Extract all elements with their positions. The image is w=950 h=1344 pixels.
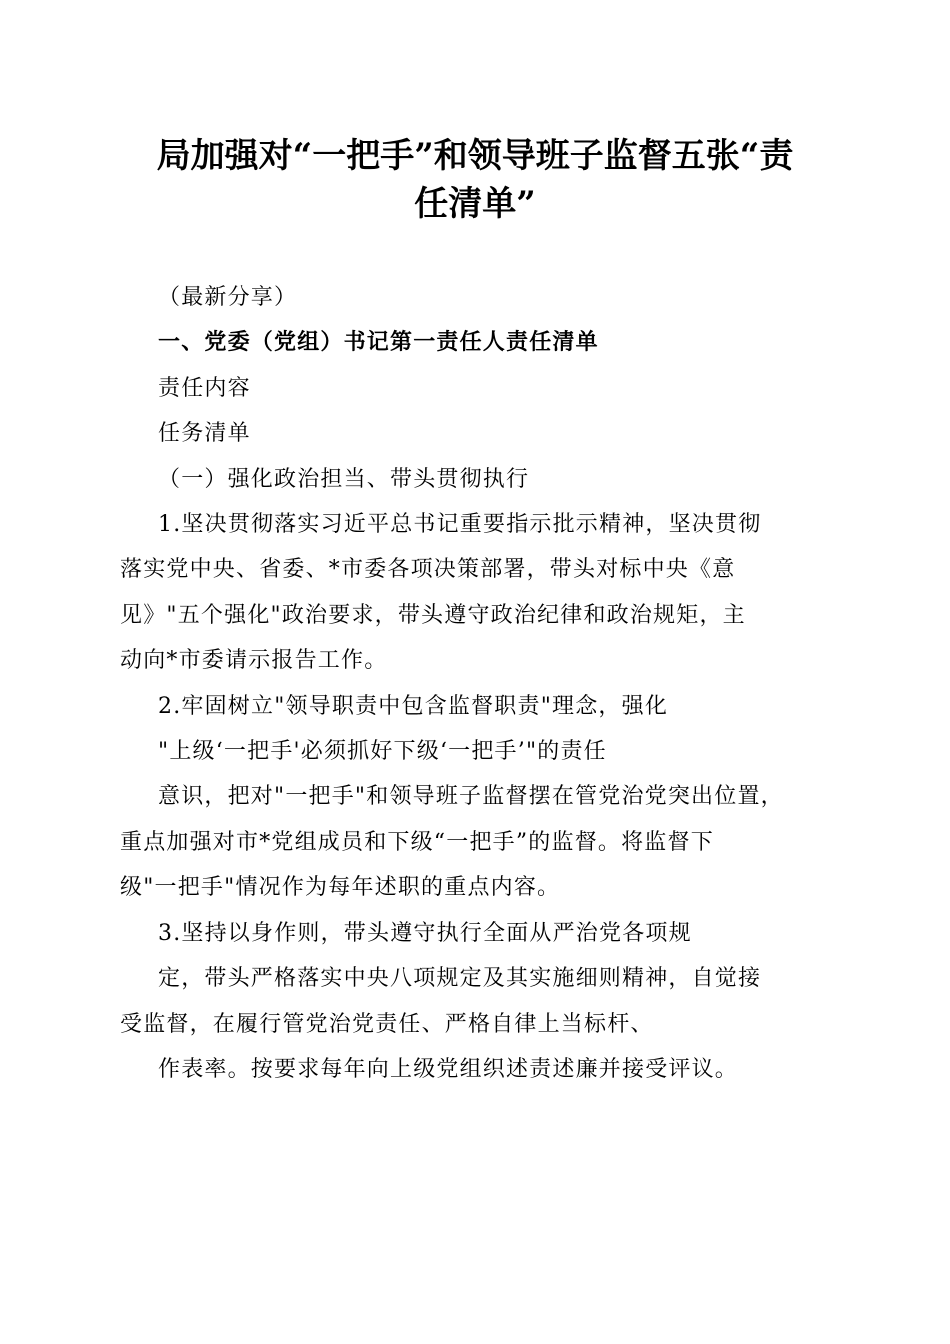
column-label-tasks: 任务清单: [158, 421, 251, 447]
text-line: 作表率。按要求每年向上级党组织述责述廉并接受评议。: [158, 1056, 739, 1082]
title-line-1: 局加强对“一把手”和领导班子监督五张“责: [156, 136, 794, 176]
text-line: 重点加强对市*党组成员和下级“一把手”的监督。将监督下: [120, 829, 714, 855]
subsection-heading-1: （一）强化政治担当、带头贯彻执行: [158, 466, 530, 492]
text-line: 受监督，在履行管党治党责任、严格自律上当标杆、: [120, 1011, 654, 1037]
section-heading-1: 一、党委（党组）书记第一责任人责任清单: [158, 330, 599, 356]
column-label-responsibility: 责任内容: [158, 375, 251, 401]
text-line: 动向*市委请示报告工作。: [120, 648, 388, 674]
text-line: 见》"五个强化"政治要求，带头遵守政治纪律和政治规矩，主: [120, 602, 746, 628]
text-line: "上级‘一把手'必须抓好下级‘一把手’"的责任: [158, 739, 607, 765]
document-title: [80, 132, 870, 228]
text-line: 3.坚持以身作则，带头遵守执行全面从严治党各项规: [158, 920, 692, 946]
text-line: 落实党中央、省委、*市委各项决策部署，带头对标中央《意: [120, 557, 736, 583]
text-line: 2.牢固树立"领导职责中包含监督职责"理念，强化: [158, 693, 669, 719]
text-line: 1.坚决贯彻落实习近平总书记重要指示批示精神，坚决贯彻: [158, 512, 762, 538]
subtitle-note: （最新分享）: [158, 285, 298, 310]
text-line: 定，带头严格落实中央八项规定及其实施细则精神，自觉接: [158, 966, 762, 992]
text-line: 级"一把手"情况作为每年述职的重点内容。: [120, 875, 561, 901]
text-line: 意识，把对"一把手"和领导班子监督摆在管党治党突出位置，: [158, 784, 784, 810]
document-body: [120, 275, 832, 1092]
title-line-2: 任清单”: [414, 184, 536, 224]
